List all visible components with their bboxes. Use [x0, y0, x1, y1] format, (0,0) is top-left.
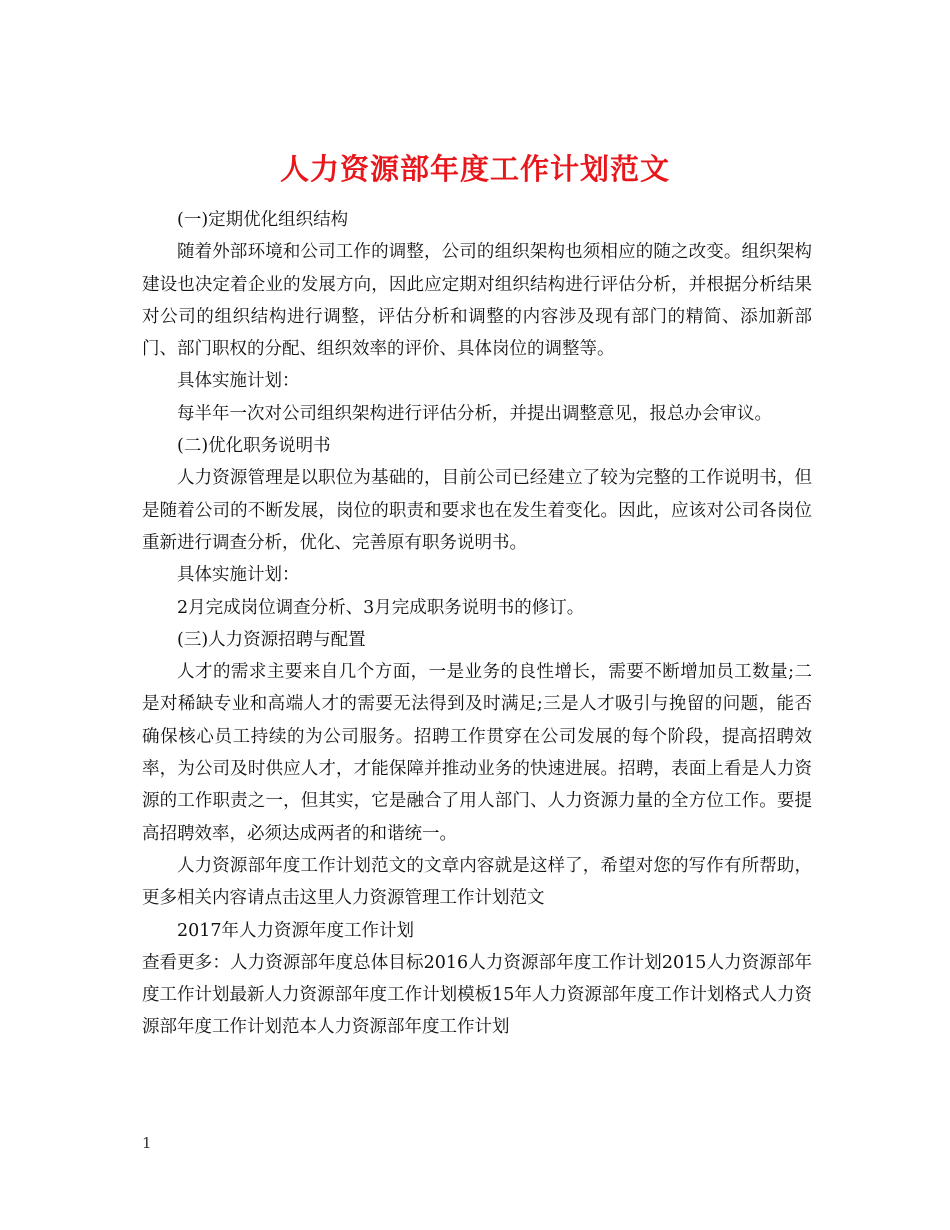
- plan-label: 具体实施计划：: [177, 371, 300, 392]
- paragraph: 随着外部环境和公司工作的调整，公司的组织架构也须相应的随之改变。组织架构建设也决定着企业的发展方向，因此应定期对组织结构进行评估分析，并根据分析结果对公司的组织结构进行调整，评估分析和调整的内容涉及现有部门的精简、添加新部门、部门职权的分配、组织效率的评价、具体岗位的调整等。: [142, 242, 812, 360]
- section-heading-1: (一)定期优化组织结构: [177, 210, 349, 230]
- closing-paragraph[interactable]: 人力资源部年度工作计划范文的文章内容就是这样了，希望对您的写作有所帮助，更多相关内容请点击这里人力资源管理工作计划范文: [142, 855, 812, 909]
- paragraph: 每半年一次对公司组织架构进行评估分析，并提出调整意见，报总办会审议。: [177, 403, 772, 424]
- section-heading-3: (三)人力资源招聘与配置: [177, 629, 366, 650]
- paragraph: 2月完成岗位调查分析、3月完成职务说明书的修订。: [177, 597, 585, 618]
- paragraph: 人才的需求主要来自几个方面，一是业务的良性增长，需要不断增加员工数量;二是对稀缺专业和高端人才的需要无法得到及时满足;三是人才吸引与挽留的问题，能否确保核心员工持续的为公司服务。招聘工作贯穿在公司发展的每个阶段，提高招聘效率，为公司及时供应人才，才能保障并推动业务的快速进展。招聘，表面上看是人力资源的工作职责之一，但其实，它是融合了用人部门、人力资源力量的全方位工作。要提高招聘效率，必须达成两者的和谐统一。: [142, 662, 812, 844]
- page-number: 1: [142, 1134, 152, 1152]
- see-more-links[interactable]: 查看更多：人力资源部年度总体目标2016人力资源部年度工作计划2015人力资源部年度工作计划最新人力资源部年度工作计划模板15年人力资源部年度工作计划格式人力资源部年度工作计划范本人力资源部年度工作计划: [142, 952, 812, 1038]
- section-heading-2: (二)优化职务说明书: [177, 436, 331, 457]
- paragraph: 人力资源管理是以职位为基础的，目前公司已经建立了较为完整的工作说明书，但是随着公司的不断发展，岗位的职责和要求也在发生着变化。因此，应该对公司各岗位重新进行调查分析，优化、完善原有职务说明书。: [142, 468, 812, 553]
- related-link[interactable]: 2017年人力资源年度工作计划: [177, 920, 415, 941]
- plan-label: 具体实施计划：: [177, 565, 300, 586]
- document-title: 人力资源部年度工作计划范文: [279, 152, 670, 187]
- document-body: [142, 204, 812, 1044]
